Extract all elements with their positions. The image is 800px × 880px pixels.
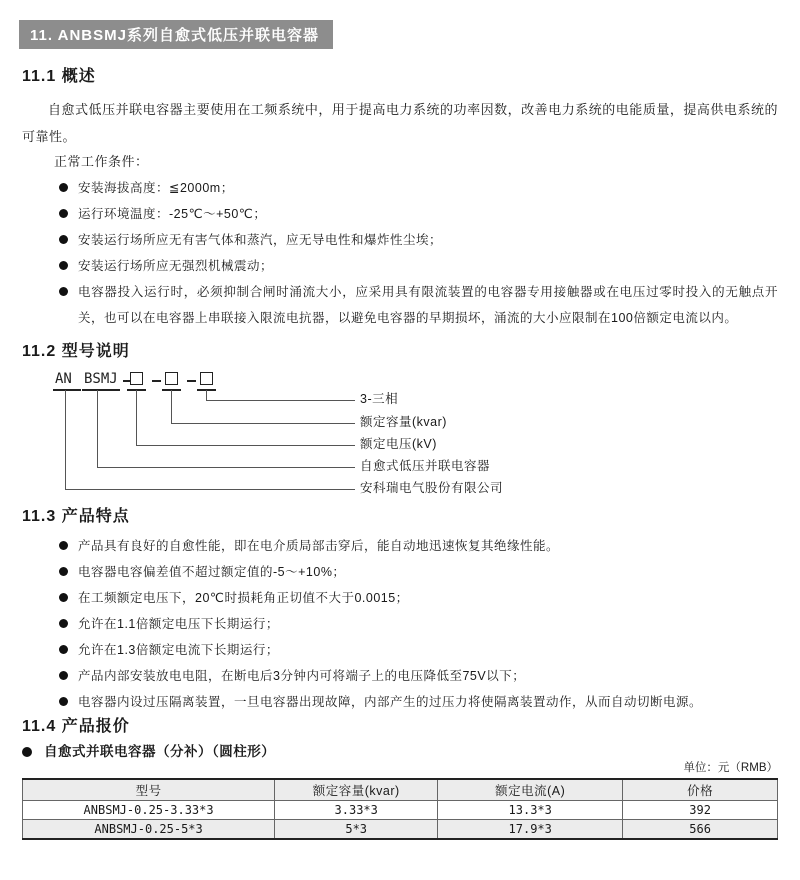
- list-item: [22, 585, 778, 611]
- diagram-underline: [53, 389, 81, 391]
- list-item: [22, 689, 778, 715]
- model-blank-box: [165, 372, 178, 385]
- list-item: [22, 279, 778, 331]
- bullet-icon: [59, 671, 68, 680]
- list-item-text: 产品具有良好的自愈性能，即在电介质局部击穿后，能自动地迅速恢复其绝缘性能。: [78, 539, 560, 553]
- cell-current: 13.3*3: [438, 801, 623, 820]
- bullet-icon: [59, 645, 68, 654]
- model-label-company: 安科瑞电气股份有限公司: [360, 481, 504, 495]
- bullet-icon: [59, 287, 68, 296]
- diagram-connector-hline: [65, 489, 355, 490]
- cell-price: 392: [623, 801, 778, 820]
- diagram-dash: [187, 380, 196, 382]
- list-item-text: 电容器电容偏差值不超过额定值的-5～+10%；: [78, 565, 346, 579]
- diagram-connector-vline: [206, 390, 207, 400]
- bullet-icon: [59, 541, 68, 550]
- page-content: [0, 67, 800, 840]
- price-table: [22, 778, 778, 840]
- list-item-text: 在工频额定电压下，20℃时损耗角正切值不大于0.0015；: [78, 591, 409, 605]
- list-item-text: 允许在1.1倍额定电压下长期运行；: [78, 617, 279, 631]
- unit-note: 单位：元（RMB）: [683, 762, 778, 774]
- bullet-icon: [59, 235, 68, 244]
- model-code-prefix: AN: [55, 371, 72, 387]
- cell-price: 566: [623, 820, 778, 840]
- list-item: [22, 201, 778, 227]
- list-item-text: 产品内部安装放电电阻，在断电后3分钟内可将端子上的电压降低至75V以下；: [78, 669, 526, 683]
- col-header-model: 型号: [23, 779, 275, 801]
- bullet-icon: [59, 567, 68, 576]
- list-item-text: 允许在1.3倍额定电流下长期运行；: [78, 643, 279, 657]
- model-label-product-type: 自愈式低压并联电容器: [360, 459, 491, 473]
- list-item: [22, 175, 778, 201]
- model-blank-box: [200, 372, 213, 385]
- conditions-title: 正常工作条件：: [54, 154, 149, 169]
- list-item-text: 安装海拔高度：≦2000m；: [78, 181, 234, 195]
- pricing-subtitle-text: 自愈式并联电容器（分补）（圆柱形）: [44, 744, 276, 759]
- table-row: [23, 820, 778, 840]
- diagram-connector-vline: [97, 390, 98, 467]
- diagram-connector-vline: [65, 390, 66, 489]
- cell-capacity: 5*3: [275, 820, 438, 840]
- diagram-connector-vline: [136, 390, 137, 445]
- bullet-icon: [59, 593, 68, 602]
- list-item-text: 安装运行场所应无有害气体和蒸汽，应无导电性和爆炸性尘埃；: [78, 233, 443, 247]
- table-row: [23, 801, 778, 820]
- col-header-price: 价格: [623, 779, 778, 801]
- cell-model: ANBSMJ-0.25-3.33*3: [23, 801, 275, 820]
- bullet-icon: [59, 619, 68, 628]
- diagram-dash: [152, 380, 161, 382]
- features-list: [22, 533, 778, 715]
- list-item: [22, 227, 778, 253]
- diagram-connector-hline: [136, 445, 355, 446]
- bullet-icon: [22, 747, 32, 757]
- list-item: [22, 637, 778, 663]
- model-blank-box: [130, 372, 143, 385]
- bullet-icon: [59, 697, 68, 706]
- list-item-text: 电容器内设过压隔离装置，一旦电容器出现故障，内部产生的过压力将使隔离装置动作，从而自动切断电源。: [78, 695, 703, 709]
- col-header-capacity: 额定容量(kvar): [275, 779, 438, 801]
- conditions-list: [22, 175, 778, 331]
- diagram-underline: [82, 389, 120, 391]
- list-item: [22, 533, 778, 559]
- pricing-heading: 11.4 产品报价: [22, 718, 130, 735]
- bullet-icon: [59, 261, 68, 270]
- pricing-subtitle: [22, 744, 778, 760]
- model-label-phase: 3-三相: [360, 392, 399, 406]
- list-item-text: 安装运行场所应无强烈机械震动；: [78, 259, 274, 273]
- diagram-connector-hline: [171, 423, 355, 424]
- diagram-connector-hline: [206, 400, 355, 401]
- list-item: [22, 559, 778, 585]
- table-header-row: [23, 779, 778, 801]
- diagram-connector-vline: [171, 390, 172, 423]
- model-code-diagram: [22, 371, 778, 501]
- diagram-connector-hline: [97, 467, 355, 468]
- model-code-series: BSMJ: [84, 371, 118, 387]
- section-banner-title: 11. ANBSMJ系列自愈式低压并联电容器: [30, 27, 319, 44]
- cell-capacity: 3.33*3: [275, 801, 438, 820]
- overview-paragraph: 自愈式低压并联电容器主要使用在工频系统中，用于提高电力系统的功率因数，改善电力系统的电能质量，提高供电系统的可靠性。: [22, 102, 778, 144]
- list-item: [22, 663, 778, 689]
- col-header-current: 额定电流(A): [438, 779, 623, 801]
- list-item-text: 电容器投入运行时，必须抑制合闸时涌流大小，应采用具有限流装置的电容器专用接触器或在电压过零时投入的无触点开关，也可以在电容器上串联接入限流电抗器，以避免电容器的早期损坏，涌流的大小应限制在100倍额定电流以内。: [78, 285, 778, 325]
- model-label-voltage: 额定电压(kV): [360, 437, 437, 451]
- bullet-icon: [59, 183, 68, 192]
- list-item-text: 运行环境温度：-25℃～+50℃；: [78, 207, 267, 221]
- cell-model: ANBSMJ-0.25-5*3: [23, 820, 275, 840]
- cell-current: 17.9*3: [438, 820, 623, 840]
- list-item: [22, 253, 778, 279]
- model-heading: 11.2 型号说明: [22, 343, 130, 360]
- model-label-capacity: 额定容量(kvar): [360, 415, 447, 429]
- list-item: [22, 611, 778, 637]
- section-banner: [19, 20, 333, 49]
- features-heading: 11.3 产品特点: [22, 508, 130, 525]
- overview-heading: 11.1 概述: [22, 68, 96, 85]
- bullet-icon: [59, 209, 68, 218]
